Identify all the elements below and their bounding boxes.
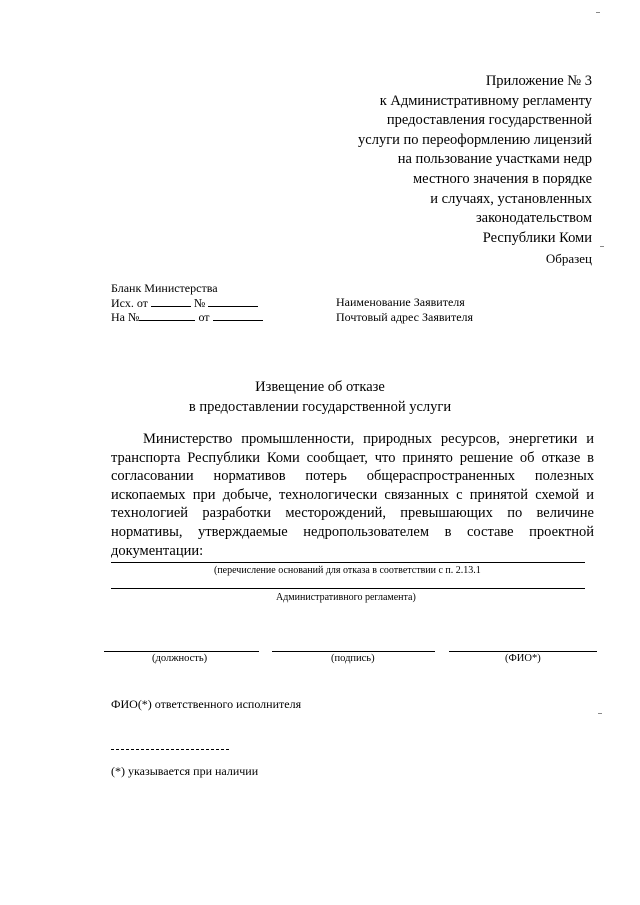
footnote-text: (*) указывается при наличии xyxy=(111,764,259,778)
appendix-line: к Административному регламенту xyxy=(379,92,592,109)
reply-number-blank xyxy=(139,310,195,321)
title-line-2: в предоставлении государственной услуги xyxy=(188,399,452,415)
appendix-line: местного значения в порядке xyxy=(413,170,592,187)
document-title xyxy=(0,377,640,417)
outgoing-number-blank xyxy=(208,296,258,307)
appendix-header xyxy=(358,72,592,248)
from-word: от xyxy=(198,310,210,324)
appendix-line: законодательством xyxy=(475,210,592,227)
appendix-line: Республики Коми xyxy=(482,229,592,246)
signature-line xyxy=(272,651,435,652)
position-line xyxy=(104,651,259,652)
body-paragraph xyxy=(111,430,594,560)
signature-label: (подпись) xyxy=(331,653,375,664)
applicant-address: Почтовый адрес Заявителя xyxy=(336,309,474,324)
outgoing-row xyxy=(111,296,263,311)
sample-label: Образец xyxy=(545,251,592,266)
reasons-hint-1: (перечисление оснований для отказа в соответствии с п. 2.13.1 xyxy=(214,565,481,576)
reasons-hint-2: Административного регламента) xyxy=(276,592,416,603)
applicant-name: Наименование Заявителя xyxy=(336,295,465,309)
title-line-1: Извещение об отказе xyxy=(255,379,385,395)
reply-date-blank xyxy=(213,310,263,321)
outgoing-date-blank xyxy=(151,296,191,307)
fio-line xyxy=(449,651,597,652)
position-label: (должность) xyxy=(152,653,208,664)
responsible-executor: ФИО(*) ответственного исполнителя xyxy=(111,697,302,711)
appendix-line: услуги по переоформлению лицензий xyxy=(358,131,592,148)
appendix-line: на пользование участками недр xyxy=(397,151,592,168)
ministry-blank-title: Бланк Министерства xyxy=(111,281,218,295)
fio-label: (ФИО*) xyxy=(505,653,541,664)
reply-row xyxy=(111,310,263,325)
scan-mark xyxy=(596,12,600,13)
scan-mark xyxy=(598,713,602,714)
reply-prefix: На № xyxy=(111,310,140,324)
ministry-blank xyxy=(111,281,263,325)
footnote-separator xyxy=(111,749,229,750)
body-paragraph-text: Министерство промышленности, природных ресурсов, энергетики и транспорта Республики Коми сообщает, что принято решение об отказе в согласовании нормативов потерь общераспространенных полезных ископаемых при добыче, технологически связанных с принятой схемой и технологией разработки месторождений, превышающих по величине нормативы, утверждаемые недропользователем в составе проектной документации: xyxy=(111,431,594,559)
reasons-line-2 xyxy=(111,588,585,589)
appendix-line: предоставления государственной xyxy=(386,112,592,129)
outgoing-prefix: Исх. от xyxy=(111,295,148,310)
scan-mark xyxy=(600,246,604,247)
reasons-line-1 xyxy=(111,562,585,563)
appendix-line: и случаях, установленных xyxy=(430,190,592,207)
appendix-line: Приложение № 3 xyxy=(485,73,592,89)
number-sign: № xyxy=(193,295,206,310)
applicant-block xyxy=(336,295,473,324)
